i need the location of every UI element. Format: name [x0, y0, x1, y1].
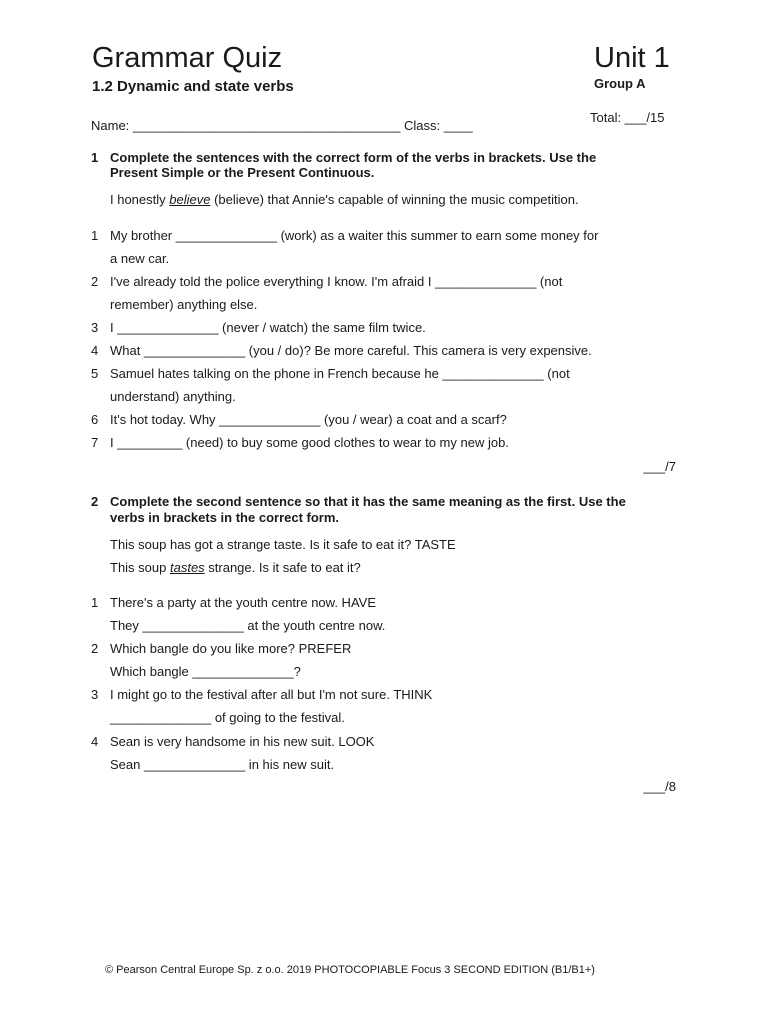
- item-number: 7: [91, 435, 99, 450]
- item-text-cont: They ______________ at the youth centre now.: [110, 618, 386, 633]
- name-class-line: Name: _____________________________________ Class: ____: [91, 118, 473, 133]
- item-text: It's hot today. Why ______________ (you / wear) a coat and a scarf?: [110, 412, 507, 427]
- item-text: I _________ (need) to buy some good clothes to wear to my new job.: [110, 435, 509, 450]
- item-text: I ______________ (never / watch) the same film twice.: [110, 320, 426, 335]
- item-number: 5: [91, 366, 99, 381]
- example-before: I honestly: [110, 192, 170, 207]
- item-number: 1: [91, 228, 99, 243]
- group-label: Group A: [594, 76, 646, 91]
- item-text-cont: ______________ of going to the festival.: [110, 710, 345, 725]
- item-text-cont: understand) anything.: [110, 389, 236, 404]
- section2-instruction-2: verbs in brackets in the correct form.: [110, 510, 340, 525]
- copyright-footer: © Pearson Central Europe Sp. z o.o. 2019 PHOTOCOPIABLE Focus 3 SECOND EDITION (B1/B1+): [105, 964, 595, 976]
- item-text: Which bangle do you like more? PREFER: [110, 641, 352, 656]
- example-answer: believe: [169, 192, 211, 207]
- item-text: Samuel hates talking on the phone in French because he ______________ (not: [110, 366, 570, 381]
- section2-number: 2: [91, 494, 99, 509]
- item-number: 4: [91, 734, 99, 749]
- item-text-cont: Which bangle ______________?: [110, 664, 301, 679]
- item-text: What ______________ (you / do)? Be more careful. This camera is very expensive.: [110, 343, 592, 358]
- item-number: 6: [91, 412, 99, 427]
- total-score: Total: ___/15: [590, 110, 665, 125]
- item-text: My brother ______________ (work) as a waiter this summer to earn some money for: [110, 228, 599, 243]
- item-text: I've already told the police everything I know. I'm afraid I ______________ (not: [110, 274, 563, 289]
- example2-before: This soup: [110, 560, 170, 575]
- section1-example: [110, 192, 579, 207]
- section1-score: ___/7: [643, 459, 676, 474]
- item-number: 3: [91, 687, 99, 702]
- unit-label: Unit 1: [594, 42, 670, 74]
- item-text: There's a party at the youth centre now. HAVE: [110, 595, 376, 610]
- page-subtitle: 1.2 Dynamic and state verbs: [92, 78, 294, 95]
- item-number: 2: [91, 274, 99, 289]
- section2-example-line1: This soup has got a strange taste. Is it safe to eat it? TASTE: [110, 537, 456, 552]
- section2-example-line2: [110, 560, 361, 575]
- page-title: Grammar Quiz: [92, 42, 283, 74]
- item-number: 1: [91, 595, 99, 610]
- item-number: 2: [91, 641, 99, 656]
- item-text: Sean is very handsome in his new suit. LOOK: [110, 734, 375, 749]
- item-text: I might go to the festival after all but I'm not sure. THINK: [110, 687, 433, 702]
- section2-score: ___/8: [643, 779, 676, 794]
- item-number: 3: [91, 320, 99, 335]
- item-text-cont: remember) anything else.: [110, 297, 258, 312]
- section1-instruction-1: Complete the sentences with the correct form of the verbs in brackets. Use the: [110, 150, 597, 165]
- example-after: (believe) that Annie's capable of winning the music competition.: [210, 192, 579, 207]
- section2-instruction-1: Complete the second sentence so that it has the same meaning as the first. Use the: [110, 494, 626, 509]
- item-text-cont: a new car.: [110, 251, 170, 266]
- section1-instruction-2: Present Simple or the Present Continuous.: [110, 165, 375, 180]
- example2-after: strange. Is it safe to eat it?: [204, 560, 361, 575]
- example2-answer: tastes: [169, 560, 205, 575]
- section1-number: 1: [91, 150, 99, 165]
- item-text-cont: Sean ______________ in his new suit.: [110, 757, 335, 772]
- item-number: 4: [91, 343, 99, 358]
